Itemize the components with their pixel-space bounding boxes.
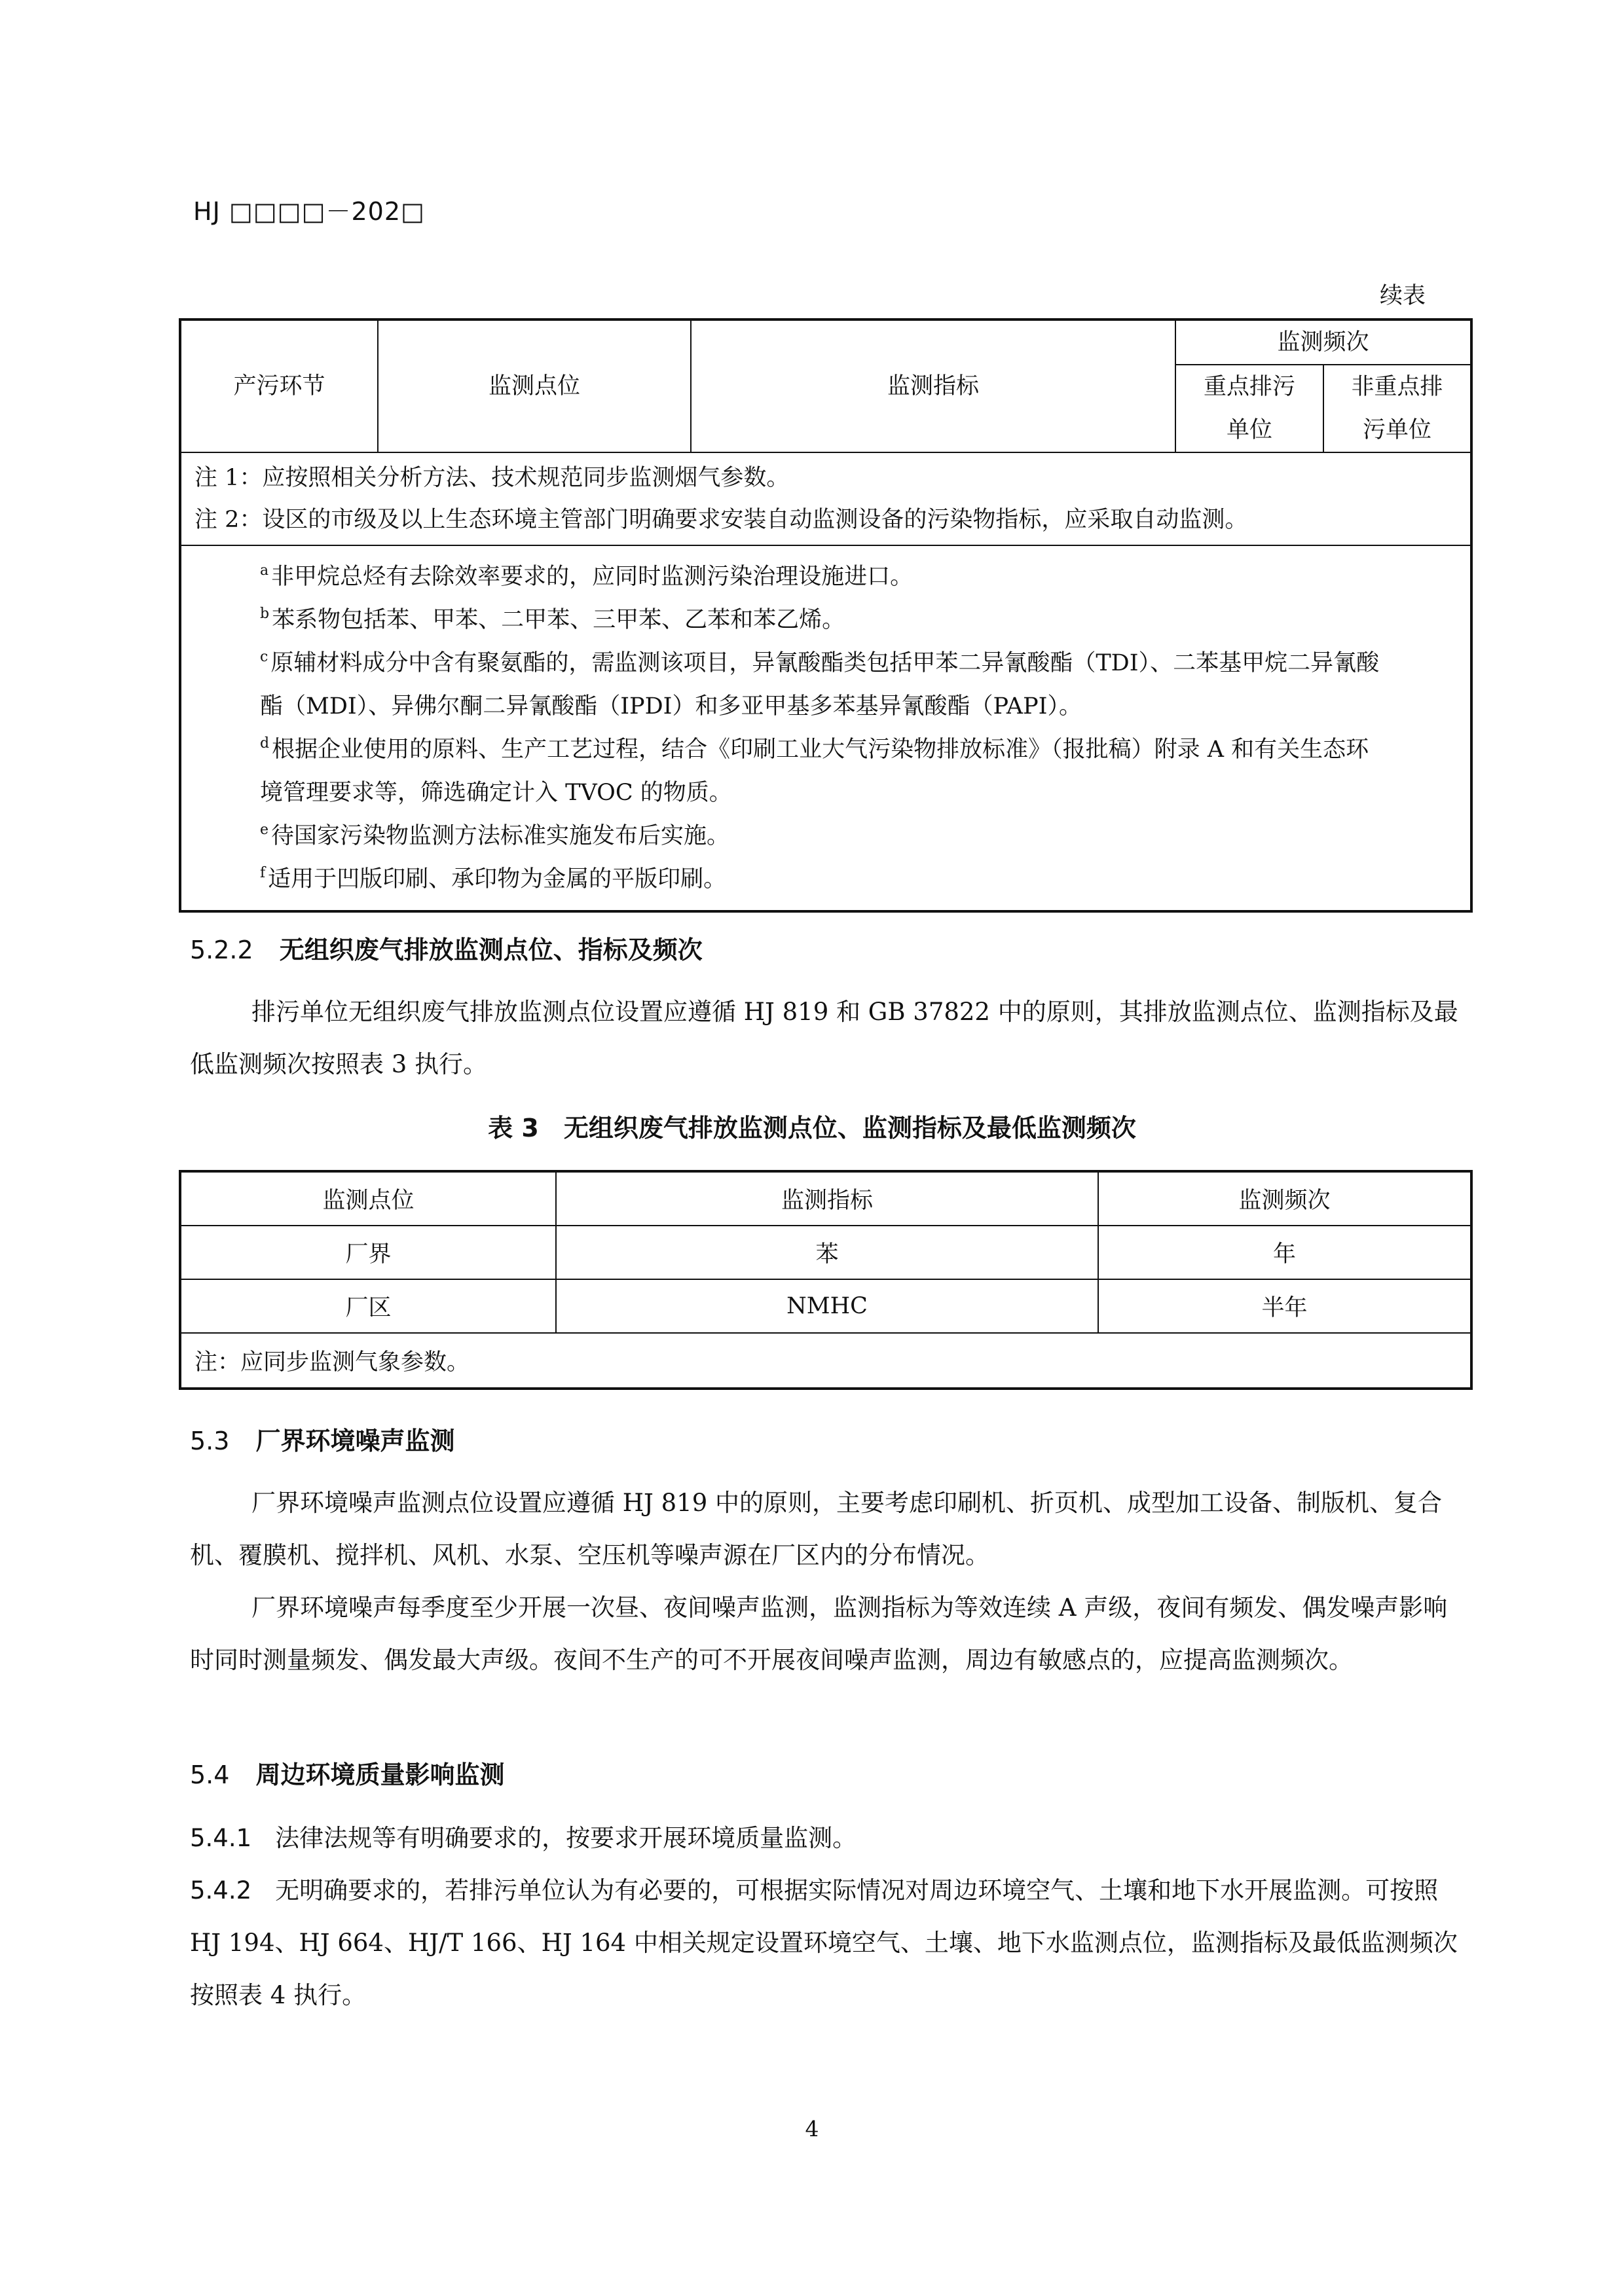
header-stage: 产污环节 [180, 319, 378, 452]
footnote-a: $^a$ 非甲烷总烃有去除效率要求的，应同时监测污染治理设施进口。 [260, 562, 913, 590]
section-5-2-2-body [190, 986, 1470, 1091]
table-cell: 厂界 [180, 1226, 556, 1279]
table2-note-2: 注 2：设区的市级及以上生态环境主管部门明确要求安装自动监测设备的污染物指标，应采取自动监测。 [194, 507, 1248, 533]
section-title: 无组织废气排放监测点位、指标及频次 [279, 936, 703, 964]
header-frequency: 监测频次 [1175, 319, 1471, 365]
item-5-4-1 [190, 1812, 1470, 1865]
table2-footnotes [180, 545, 1471, 911]
footnote-e: $^e$ 待国家污染物监测方法标准实施发布后实施。 [260, 822, 730, 849]
table-header-cell: 监测点位 [180, 1171, 556, 1226]
header-nonkey-units-line2: 污单位 [1363, 417, 1432, 443]
table-cell: 苯 [556, 1226, 1098, 1279]
footnote-d-cont: 境管理要求等，筛选确定计入 TVOC 的物质。 [260, 780, 732, 806]
paragraph: 厂界环境噪声每季度至少开展一次昼、夜间噪声监测，监测指标为等效连续 A 声级，夜间有频发、偶发噪声影响时同时测量频发、偶发最大声级。夜间不生产的可不开展夜间噪声监测，周边有敏感点的，应提高监测频次。 [190, 1594, 1448, 1674]
item-number: 5.4.1 [190, 1824, 252, 1852]
header-nonkey-units [1323, 365, 1471, 452]
table-header-cell: 监测指标 [556, 1171, 1098, 1226]
section-5-3-heading [190, 1421, 454, 1457]
footnote-mark: e [260, 822, 269, 838]
continued-label: 续表 [1379, 283, 1426, 309]
table-2-continued [179, 318, 1473, 913]
table-note-row [180, 1333, 1471, 1389]
section-title: 周边环境质量影响监测 [255, 1760, 505, 1789]
table-cell: 年 [1098, 1226, 1471, 1279]
section-number: 5.3 [190, 1427, 230, 1455]
header-indicator: 监测指标 [691, 319, 1175, 452]
footnote-mark: c [260, 649, 268, 665]
footnote-mark: f [260, 865, 266, 881]
item-text: 法律法规等有明确要求的，按要求开展环境质量监测。 [275, 1824, 857, 1852]
footnote-c: $^c$ 原辅材料成分中含有聚氨酯的，需监测该项目，异氰酸酯类包括甲苯二异氰酸酯（TDI）、二苯基甲烷二异氰酸 [260, 649, 1380, 676]
page-number: 4 [805, 2116, 819, 2141]
table-3-title: 表 3 无组织废气排放监测点位、监测指标及最低监测频次 [488, 1114, 1136, 1142]
footnote-mark: b [260, 606, 270, 622]
item-text: 无明确要求的，若排污单位认为有必要的，可根据实际情况对周边环境空气、土壤和地下水开展监测。可按照 HJ 194、HJ 664、HJ/T 166、HJ 164 中相关规定设置环境空气、土壤、地下水监测点位，监测指标及最低监测频次按照表 4 执行。 [190, 1876, 1458, 2009]
section-5-4-body [190, 1812, 1470, 2022]
item-number: 5.4.2 [190, 1876, 252, 1904]
table-row [180, 1279, 1471, 1333]
table-header-row [180, 1171, 1471, 1226]
section-5-4-heading [190, 1755, 504, 1791]
table2-note-1: 注 1：应按照相关分析方法、技术规范同步监测烟气参数。 [194, 465, 790, 491]
section-number: 5.4 [190, 1760, 230, 1789]
paragraph: 厂界环境噪声监测点位设置应遵循 HJ 819 中的原则，主要考虑印刷机、折页机、成型加工设备、制版机、复合机、覆膜机、搅拌机、风机、水泵、空压机等噪声源在厂区内的分布情况。 [190, 1489, 1443, 1569]
table2-notes [180, 452, 1471, 545]
table-cell: 厂区 [180, 1279, 556, 1333]
table-row [180, 1226, 1471, 1279]
footnote-mark: a [260, 562, 269, 579]
table-header-cell: 监测频次 [1098, 1171, 1471, 1226]
header-nonkey-units-line1: 非重点排 [1351, 374, 1443, 400]
table3-note: 注：应同步监测气象参数。 [180, 1333, 1471, 1389]
item-5-4-2 [190, 1865, 1470, 2022]
section-5-2-2-heading [190, 930, 703, 966]
header-key-units-line2: 单位 [1226, 417, 1272, 443]
section-title: 厂界环境噪声监测 [255, 1427, 455, 1455]
paragraph: 排污单位无组织废气排放监测点位设置应遵循 HJ 819 和 GB 37822 中的原则，其排放监测点位、监测指标及最低监测频次按照表 3 执行。 [190, 998, 1458, 1078]
header-key-units [1175, 365, 1323, 452]
table-cell: 半年 [1098, 1279, 1471, 1333]
header-point: 监测点位 [378, 319, 691, 452]
section-5-3-body [190, 1477, 1470, 1686]
footnote-d: $^d$ 根据企业使用的原料、生产工艺过程，结合《印刷工业大气污染物排放标准》（报批稿）附录 A 和有关生态环 [260, 735, 1369, 763]
table-cell: NMHC [556, 1279, 1098, 1333]
footnote-f: $^f$ 适用于凹版印刷、承印物为金属的平版印刷。 [260, 865, 727, 892]
table-3 [179, 1170, 1473, 1390]
standard-code-header: HJ □□□□－202□ [193, 197, 425, 226]
footnote-c-cont: 酯（MDI）、异佛尔酮二异氰酸酯（IPDI）和多亚甲基多苯基异氰酸酯（PAPI）。 [260, 693, 1082, 720]
footnote-mark: d [260, 735, 270, 752]
header-key-units-line1: 重点排污 [1203, 374, 1295, 400]
footnote-b: $^b$ 苯系物包括苯、甲苯、二甲苯、三甲苯、乙苯和苯乙烯。 [260, 606, 845, 633]
section-number: 5.2.2 [190, 936, 253, 964]
